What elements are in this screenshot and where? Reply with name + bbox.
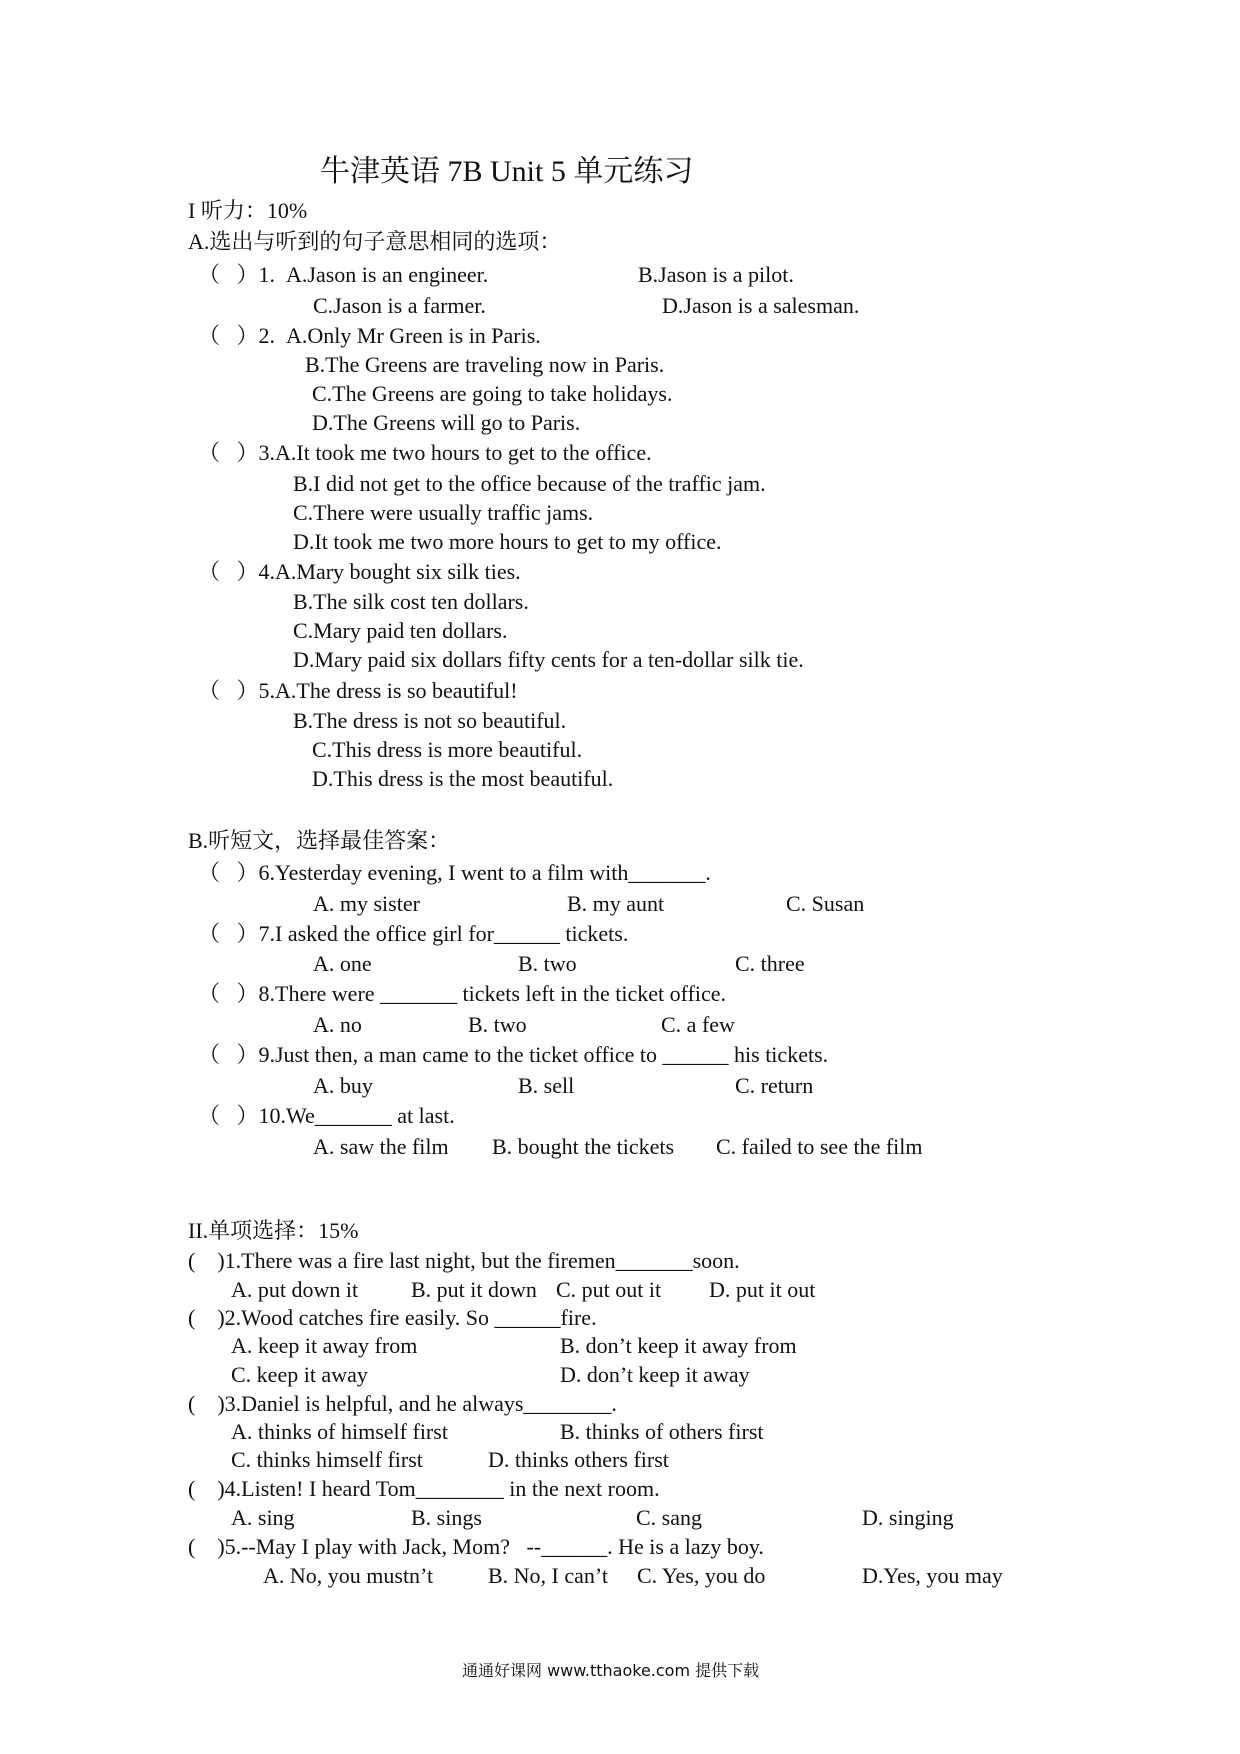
- question-stem: （ ）9.Just then, a man came to the ticket office to ______ his tickets.: [198, 1042, 829, 1067]
- option-a: A. sing: [231, 1505, 295, 1530]
- option-d: D.It took me two more hours to get to my office.: [293, 529, 722, 554]
- question-stem: （ ）1. A.Jason is an engineer.: [198, 262, 489, 287]
- option-d: D.Yes, you may: [862, 1563, 1003, 1588]
- option-b: B.The Greens are traveling now in Paris.: [305, 352, 665, 377]
- option-b: B. my aunt: [567, 891, 665, 916]
- option-c: C. put out it: [556, 1277, 662, 1302]
- option-b: B. thinks of others first: [560, 1419, 764, 1444]
- question-stem: （ ）4.A.Mary bought six silk ties.: [198, 559, 521, 584]
- option-b: B. two: [518, 951, 577, 976]
- option-b: B. No, I can’t: [488, 1563, 608, 1588]
- question-stem: （ ）10.We_______ at last.: [198, 1103, 455, 1128]
- option-a: A. put down it: [231, 1277, 359, 1302]
- option-a: A. buy: [313, 1073, 373, 1098]
- option-b: B. put it down: [411, 1277, 537, 1302]
- option-d: D.The Greens will go to Paris.: [312, 410, 581, 435]
- footer-text: 通通好课网 www.tthaoke.com 提供下载: [462, 1661, 760, 1680]
- option-c: C.The Greens are going to take holidays.: [312, 381, 673, 406]
- option-b: B. don’t keep it away from: [560, 1333, 797, 1358]
- option-c: C.Mary paid ten dollars.: [293, 618, 508, 643]
- question-stem: （ ）3.A.It took me two hours to get to the office.: [198, 440, 652, 465]
- question-stem: ( )4.Listen! I heard Tom________ in the next room.: [188, 1476, 660, 1501]
- question-stem: （ ）8.There were _______ tickets left in the ticket office.: [198, 981, 727, 1006]
- option-d: D.This dress is the most beautiful.: [312, 766, 614, 791]
- option-d: D.Mary paid six dollars fifty cents for a ten-dollar silk tie.: [293, 647, 804, 672]
- option-c: C. three: [735, 951, 805, 976]
- option-b: B.I did not get to the office because of the traffic jam.: [293, 471, 766, 496]
- question-stem: ( )5.--May I play with Jack, Mom? --______. He is a lazy boy.: [188, 1534, 764, 1559]
- question-stem: ( )2.Wood catches fire easily. So ______fire.: [188, 1305, 597, 1330]
- option-c: C. a few: [661, 1012, 735, 1037]
- option-d: D. put it out: [709, 1277, 816, 1302]
- option-b: B.The dress is not so beautiful.: [293, 708, 567, 733]
- question-stem: ( )3.Daniel is helpful, and he always________.: [188, 1391, 617, 1416]
- option-d: D.Jason is a salesman.: [662, 293, 860, 318]
- part1-heading: I 听力：10%: [188, 198, 308, 223]
- option-b: B.The silk cost ten dollars.: [293, 589, 529, 614]
- option-a: A. saw the film: [313, 1134, 449, 1159]
- question-stem: ( )1.There was a fire last night, but the firemen_______soon.: [188, 1248, 740, 1273]
- option-c: C.There were usually traffic jams.: [293, 500, 594, 525]
- option-a: A. my sister: [313, 891, 420, 916]
- option-b: B. bought the tickets: [492, 1134, 675, 1159]
- option-b: B.Jason is a pilot.: [638, 262, 794, 287]
- option-a: A. keep it away from: [231, 1333, 418, 1358]
- question-stem: （ ）6.Yesterday evening, I went to a film with_______.: [198, 860, 711, 885]
- option-a: A. no: [313, 1012, 362, 1037]
- option-a: A. one: [313, 951, 372, 976]
- option-c: C. keep it away: [231, 1362, 368, 1387]
- option-c: C.This dress is more beautiful.: [312, 737, 583, 762]
- option-c: C. return: [735, 1073, 814, 1098]
- option-b: B. sings: [411, 1505, 482, 1530]
- option-c: C. sang: [636, 1505, 702, 1530]
- option-c: C. Susan: [786, 891, 865, 916]
- section-b-heading: B.听短文，选择最佳答案：: [188, 828, 451, 853]
- option-c: C. thinks himself first: [231, 1447, 423, 1472]
- option-c: C. failed to see the film: [716, 1134, 923, 1159]
- option-d: D. thinks others first: [488, 1447, 669, 1472]
- option-b: B. sell: [518, 1073, 575, 1098]
- question-stem: （ ）5.A.The dress is so beautiful!: [198, 678, 518, 703]
- part2-heading: II.单项选择：15%: [188, 1218, 359, 1243]
- question-stem: （ ）2. A.Only Mr Green is in Paris.: [198, 323, 541, 348]
- option-d: D. don’t keep it away: [560, 1362, 750, 1387]
- section-a-heading: A.选出与听到的句子意思相同的选项：: [188, 229, 562, 254]
- option-b: B. two: [468, 1012, 527, 1037]
- option-a: A. thinks of himself first: [231, 1419, 448, 1444]
- page-title: 牛津英语 7B Unit 5 单元练习: [320, 155, 694, 188]
- question-stem: （ ）7.I asked the office girl for______ tickets.: [198, 921, 629, 946]
- option-c: C. Yes, you do: [637, 1563, 766, 1588]
- option-c: C.Jason is a farmer.: [313, 293, 486, 318]
- option-a: A. No, you mustn’t: [263, 1563, 434, 1588]
- option-d: D. singing: [862, 1505, 954, 1530]
